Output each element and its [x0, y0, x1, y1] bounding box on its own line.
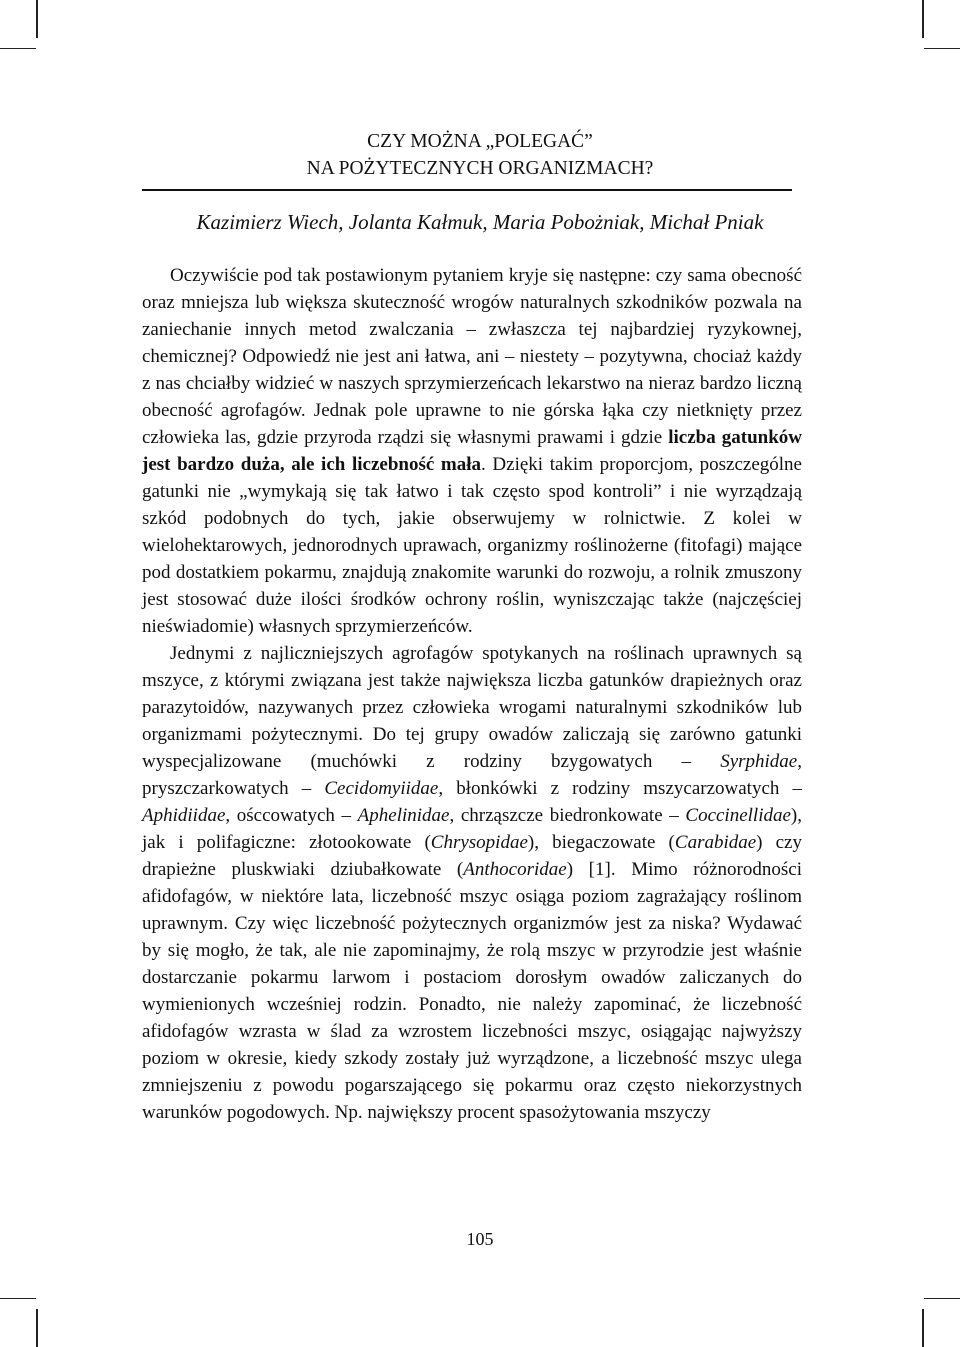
p2-text-8: ) czy drapieżne pluskwiaki dziubałkowate ( [142, 832, 802, 880]
article-body [142, 262, 802, 1126]
p2-text-7: ), biegaczowate ( [527, 832, 675, 853]
paragraph-1-bold: liczba gatunków jest bardzo duża, ale ich liczebność mała [142, 427, 802, 475]
paragraph-2 [142, 640, 802, 1126]
paragraph-1-text-a: Oczywiście pod tak postawionym pytaniem kryje się następne: czy sama obecność oraz mniejsza lub większa skuteczność wrogów naturalnych szkodników pozwala na zaniechanie innych metod zwalczania – zwłaszcza tej najbardziej ryzykownej, chemicznej? Odpowiedź nie jest ani łatwa, ani – niestety – pozytywna, chociaż każdy z nas chciałby widzieć w naszych sprzymierzeńcach lekarstwo na nieraz bardzo liczną obecność agrofagów. Jednak pole uprawne to nie górska łąka czy nietknięty przez człowieka las, gdzie przyroda rządzi się własnymi prawami i gdzie [142, 265, 802, 448]
title-rule [142, 189, 792, 191]
p2-taxon-1: Syrphidae [720, 751, 798, 772]
crop-mark-top-right-v [922, 0, 924, 38]
p2-taxon-7: Carabidae [674, 832, 757, 853]
page-number: 105 [466, 1229, 494, 1249]
p2-taxon-2: Cecidomyiidae [324, 778, 439, 799]
title-line-1: CZY MOŻNA „POLEGAĆ” [367, 131, 593, 152]
crop-mark-bottom-left-h [0, 1298, 36, 1299]
crop-mark-top-left-h [0, 48, 36, 49]
crop-mark-bottom-right-v [922, 1309, 924, 1347]
crop-mark-top-right-h [924, 48, 960, 49]
p2-text-4: , ośccowatych – [225, 805, 358, 826]
p2-text-3: , błonkówki z rodziny mszycarzowatych – [438, 778, 802, 799]
p2-taxon-8: Anthocoridae [463, 859, 567, 880]
article-title [0, 128, 960, 182]
p2-text-1: Jednymi z najliczniejszych agrofagów spotykanych na roślinach uprawnych są mszyce, z którymi związana jest także największa liczba gatunków drapieżnych oraz parazytoidów, nazywanych przez człowieka wrogami naturalnymi szkodników lub organizmami pożytecznymi. Do tej grupy owadów zaliczają się zarówno gatunki wyspecjalizowane (muchówki z rodziny bzygowatych – [142, 643, 802, 772]
paragraph-1-text-b: . Dzięki takim proporcjom, poszczególne gatunki nie „wymykają się tak łatwo i tak często spod kontroli” i nie wyrządzają szkód podobnych do tych, jakie obserwujemy w rolnictwie. Z kolei w wielohektarowych, jednorodnych uprawach, organizmy roślinożerne (fitofagi) mające pod dostatkiem pokarmu, znajdują znakomite warunki do rozwoju, a rolnik zmuszony jest stosować duże ilości środków ochrony roślin, wyniszczając także (najczęściej nieświadomie) własnych sprzymierzeńców. [142, 454, 802, 637]
title-line-2: NA POŻYTECZNYCH ORGANIZMACH? [306, 158, 654, 179]
crop-mark-bottom-left-v [36, 1309, 38, 1347]
authors: Kazimierz Wiech, Jolanta Kałmuk, Maria Pobożniak, Michał Pniak [196, 210, 764, 234]
crop-mark-bottom-right-h [924, 1298, 960, 1299]
p2-taxon-6: Chrysopidae [430, 832, 528, 853]
crop-mark-top-left-v [36, 0, 38, 38]
paragraph-1 [142, 262, 802, 640]
p2-text-5: , chrząszcze biedronkowate – [449, 805, 686, 826]
p2-taxon-5: Coccinellidae [685, 805, 791, 826]
p2-taxon-4: Aphelinidae [357, 805, 450, 826]
p2-text-9: ) [1]. Mimo różnorodności afidofagów, w niektóre lata, liczebność mszyc osiąga poziom zagrażający roślinom uprawnym. Czy więc liczebność pożytecznych organizmów jest za niska? Wydawać by się mogło, że tak, ale nie zapominajmy, że rolą mszyc w przyrodzie jest właśnie dostarczanie pokarmu larwom i postaciom dorosłym owadów zaliczanych do wymienionych wcześniej rodzin. Ponadto, nie należy zapominać, że liczebność afidofagów wzrasta w ślad za wzrostem liczebności mszyc, osiągając najwyższy poziom w okresie, kiedy szkody zostały już wyrządzone, a liczebność mszyc ulega zmniejszeniu z powodu pogarszającego się pokarmu oraz często niekorzystnych warunków pogodowych. Np. największy procent spasożytowania mszyczy [142, 859, 802, 1123]
p2-taxon-3: Aphidiidae [142, 805, 226, 826]
p2-text-2: , pryszczarkowatych – [142, 751, 802, 799]
p2-text-6: ), jak i polifagiczne: złotookowate ( [142, 805, 802, 853]
